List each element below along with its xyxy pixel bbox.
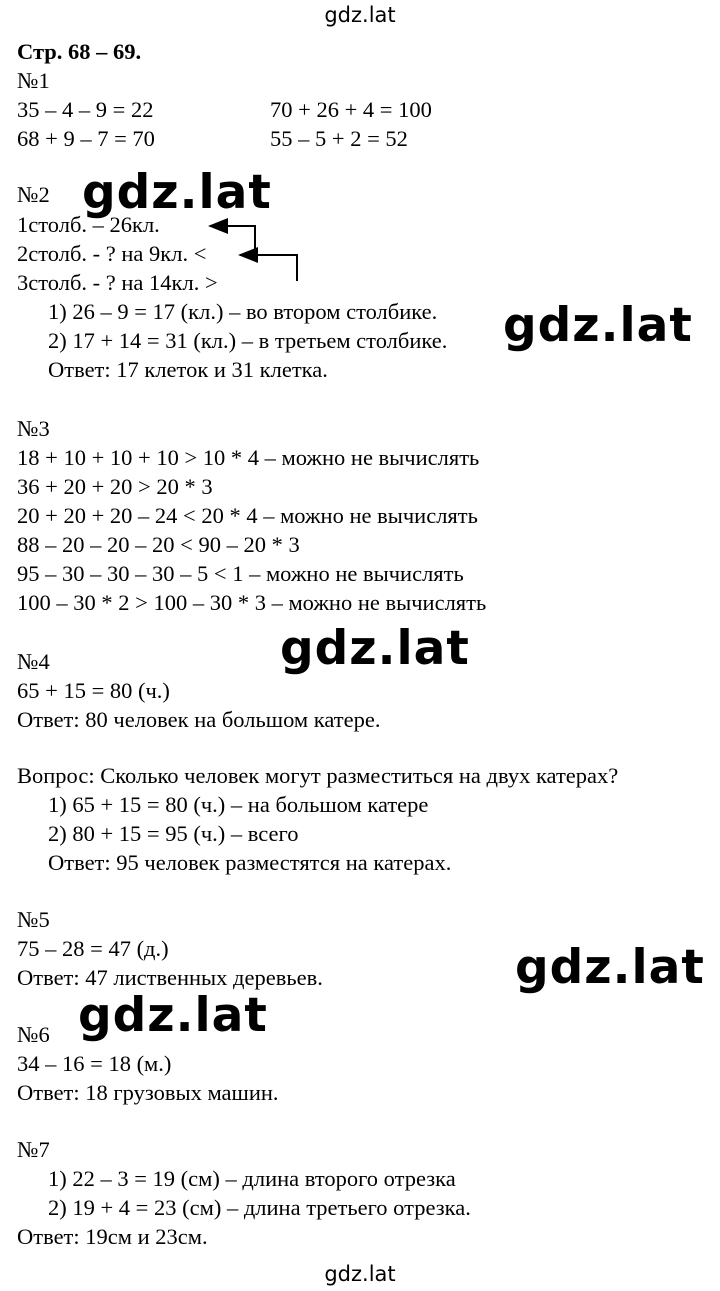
task3-line: 18 + 10 + 10 + 10 > 10 * 4 – можно не вычислять bbox=[17, 445, 480, 470]
site-name-top: gdz.lat bbox=[324, 3, 396, 27]
watermark-logo: gdz.lat bbox=[280, 621, 470, 676]
task5-answer: Ответ: 47 лиственных деревьев. bbox=[17, 965, 323, 990]
task2-title: №2 bbox=[17, 182, 50, 207]
arrow-to-second-column bbox=[240, 255, 297, 281]
task6-solution: 34 – 16 = 18 (м.) bbox=[17, 1051, 172, 1076]
task4-question: Вопрос: Сколько человек могут разместиться на двух катерах? bbox=[17, 763, 619, 788]
arrow-to-first-column bbox=[210, 226, 255, 257]
task5-solution: 75 – 28 = 47 (д.) bbox=[17, 936, 169, 961]
watermark-logo: gdz.lat bbox=[503, 298, 693, 353]
task5-title: №5 bbox=[17, 907, 50, 932]
task7-step: 1) 22 – 3 = 19 (см) – длина второго отрезка bbox=[48, 1166, 456, 1191]
task2-condition: 2столб. - ? на 9кл. < bbox=[17, 241, 207, 266]
site-name-bottom: gdz.lat bbox=[324, 1262, 396, 1286]
task3-line: 88 – 20 – 20 – 20 < 90 – 20 * 3 bbox=[17, 532, 300, 557]
task1-title: №1 bbox=[17, 68, 50, 93]
task4-step: 1) 65 + 15 = 80 (ч.) – на большом катере bbox=[48, 792, 429, 817]
task7-answer: Ответ: 19см и 23см. bbox=[17, 1224, 208, 1249]
task4-answer: Ответ: 95 человек разместятся на катерах. bbox=[48, 850, 452, 875]
task3-title: №3 bbox=[17, 416, 50, 441]
task4-solution: 65 + 15 = 80 (ч.) bbox=[17, 678, 170, 703]
task1-right-line: 70 + 26 + 4 = 100 bbox=[270, 97, 432, 122]
task7-title: №7 bbox=[17, 1137, 50, 1162]
task1-right-line: 55 – 5 + 2 = 52 bbox=[270, 126, 408, 151]
page-header: Стр. 68 – 69. bbox=[17, 39, 142, 64]
task4-title: №4 bbox=[17, 649, 50, 674]
task2-step: 2) 17 + 14 = 31 (кл.) – в третьем столбике. bbox=[48, 328, 448, 353]
watermark-logo: gdz.lat bbox=[78, 988, 268, 1043]
watermark-logo: gdz.lat bbox=[82, 165, 272, 220]
task3-line: 20 + 20 + 20 – 24 < 20 * 4 – можно не вычислять bbox=[17, 503, 478, 528]
task6-title: №6 bbox=[17, 1022, 50, 1047]
task2-answer: Ответ: 17 клеток и 31 клетка. bbox=[48, 357, 328, 382]
task2-step: 1) 26 – 9 = 17 (кл.) – во втором столбике. bbox=[48, 299, 438, 324]
task2-condition: 1столб. – 26кл. bbox=[17, 212, 160, 237]
task1-left-line: 35 – 4 – 9 = 22 bbox=[17, 97, 154, 122]
task3-line: 100 – 30 * 2 > 100 – 30 * 3 – можно не вычислять bbox=[17, 590, 487, 615]
task4-answer: Ответ: 80 человек на большом катере. bbox=[17, 707, 381, 732]
task3-line: 95 – 30 – 30 – 30 – 5 < 1 – можно не вычислять bbox=[17, 561, 464, 586]
task6-answer: Ответ: 18 грузовых машин. bbox=[17, 1080, 279, 1105]
task4-step: 2) 80 + 15 = 95 (ч.) – всего bbox=[48, 821, 299, 846]
task2-condition: 3столб. - ? на 14кл. > bbox=[17, 270, 218, 295]
task1-left-line: 68 + 9 – 7 = 70 bbox=[17, 126, 155, 151]
watermark-logo: gdz.lat bbox=[515, 940, 705, 995]
task3-line: 36 + 20 + 20 > 20 * 3 bbox=[17, 474, 213, 499]
task7-step: 2) 19 + 4 = 23 (см) – длина третьего отрезка. bbox=[48, 1195, 471, 1220]
